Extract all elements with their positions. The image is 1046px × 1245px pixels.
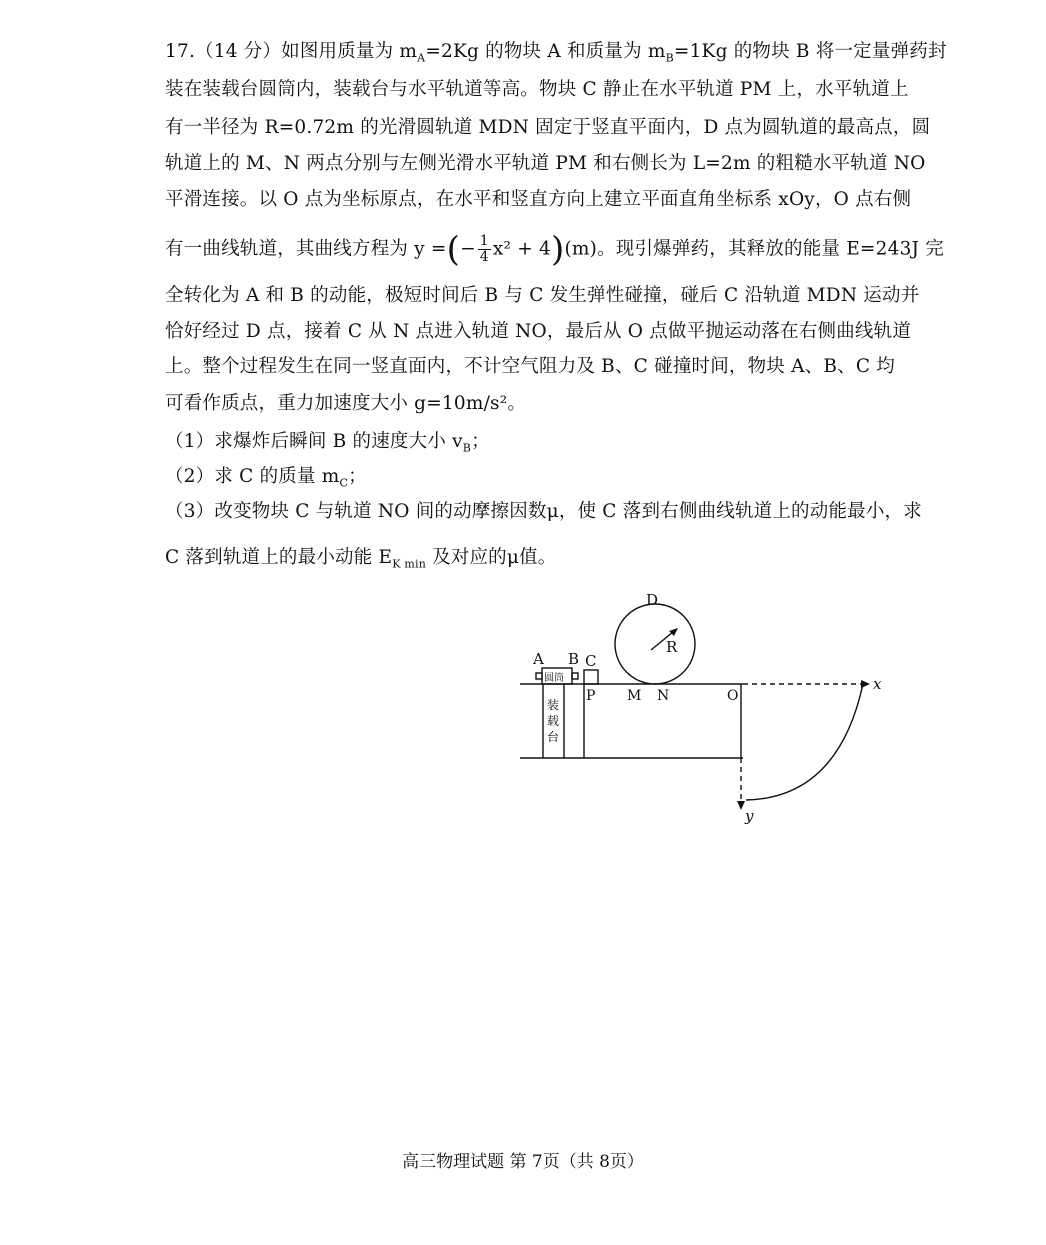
question-1: [165, 430, 890, 461]
problem-line-7: 全转化为 A 和 B 的动能，极短时间后 B 与 C 发生弹性碰撞，碰后 C 沿轨道 MDN 运动并: [165, 285, 920, 306]
problem-line-2: 装在装载台圆筒内，装载台与水平轨道等高。物块 C 静止在水平轨道 PM 上，水平轨道上: [165, 79, 909, 100]
question-3-continued: [165, 546, 890, 577]
fraction-denominator: 4: [479, 249, 489, 265]
physics-diagram: [518, 588, 898, 833]
label-cylinder: 圆筒: [544, 673, 564, 684]
label-platform-1: 装: [547, 698, 560, 712]
question-text: ；: [348, 466, 367, 487]
subscript: B: [665, 51, 674, 65]
circular-track: [615, 604, 695, 684]
equation-term: x² + 4: [492, 238, 551, 260]
block-A: [536, 673, 542, 679]
problem-text: 有一曲线轨道，其曲线方程为 y =: [165, 238, 447, 260]
paren-close: ): [551, 229, 565, 270]
label-O: O: [727, 688, 739, 704]
question-text: C 落到轨道上的最小动能 E: [165, 547, 393, 568]
label-x: x: [873, 675, 882, 693]
subscript: K min: [392, 557, 426, 571]
x-axis-arrowhead: [861, 680, 870, 688]
question-2: [165, 465, 890, 496]
question-text: ；: [471, 431, 490, 452]
y-axis-arrowhead: [737, 801, 745, 810]
label-R: R: [666, 638, 678, 656]
curve-track: [746, 684, 863, 800]
subscript: B: [462, 441, 472, 455]
label-N: N: [657, 688, 670, 704]
problem-line-4: 轨道上的 M、N 两点分别与左侧光滑水平轨道 PM 和右侧长为 L=2m 的粗糙水平轨道 NO: [165, 153, 926, 174]
fraction: [478, 234, 491, 265]
label-M: M: [627, 688, 642, 704]
paren-open: (: [446, 229, 461, 270]
problem-text: (m)。现引爆弹药，其释放的能量 E=243J 完: [564, 238, 944, 260]
subscript: A: [417, 51, 426, 65]
subscript: C: [339, 476, 349, 490]
problem-line-9: 上。整个过程发生在同一竖直面内，不计空气阻力及 B、C 碰撞时间，物块 A、B、C 均: [165, 356, 895, 377]
label-D: D: [646, 591, 659, 609]
block-B: [572, 673, 578, 679]
label-platform-2: 载: [547, 714, 560, 728]
question-text: 及对应的μ值。: [425, 547, 557, 568]
label-platform-3: 台: [547, 730, 560, 744]
question-text: （1）求爆炸后瞬间 B 的速度大小 v: [165, 431, 463, 452]
problem-line-1: [165, 40, 947, 71]
question-text: （2）求 C 的质量 m: [165, 466, 340, 487]
label-C: C: [585, 652, 597, 670]
problem-text: =1Kg 的物块 B 将一定量弹药封: [673, 41, 947, 62]
problem-line-6: 有一曲线轨道，其曲线方程为 y =(− $\frac{1}{4}$ x² + 4)(m)。现引爆弹药，其释放的能量 E=243J 完: [165, 229, 944, 270]
question-3: （3）改变物块 C 与轨道 NO 间的动摩擦因数μ，使 C 落到右侧曲线轨道上的动能最小，求: [165, 501, 922, 522]
page-footer: 高三物理试题 第 7页（共 8页）: [402, 1152, 644, 1172]
problem-text: 17.（14 分）如图用质量为 m: [165, 41, 418, 62]
problem-line-3: 有一半径为 R=0.72m 的光滑圆轨道 MDN 固定于竖直平面内，D 点为圆轨道的最高点，圆: [165, 117, 931, 138]
label-y: y: [745, 807, 754, 825]
fraction-numerator: 1: [479, 233, 489, 249]
block-C: [584, 670, 598, 684]
problem-line-8: 恰好经过 D 点，接着 C 从 N 点进入轨道 NO，最后从 O 点做平抛运动落在右侧曲线轨道: [165, 321, 912, 342]
problem-line-5: 平滑连接。以 O 点为坐标原点，在水平和竖直方向上建立平面直角坐标系 xOy，O 点右侧: [165, 189, 912, 210]
problem-text: =2Kg 的物块 A 和质量为 m: [425, 41, 666, 62]
label-B: B: [568, 650, 580, 668]
label-P: P: [586, 688, 596, 704]
problem-line-10: 可看作质点，重力加速度大小 g=10m/s²。: [165, 393, 527, 414]
label-A: A: [533, 650, 544, 668]
